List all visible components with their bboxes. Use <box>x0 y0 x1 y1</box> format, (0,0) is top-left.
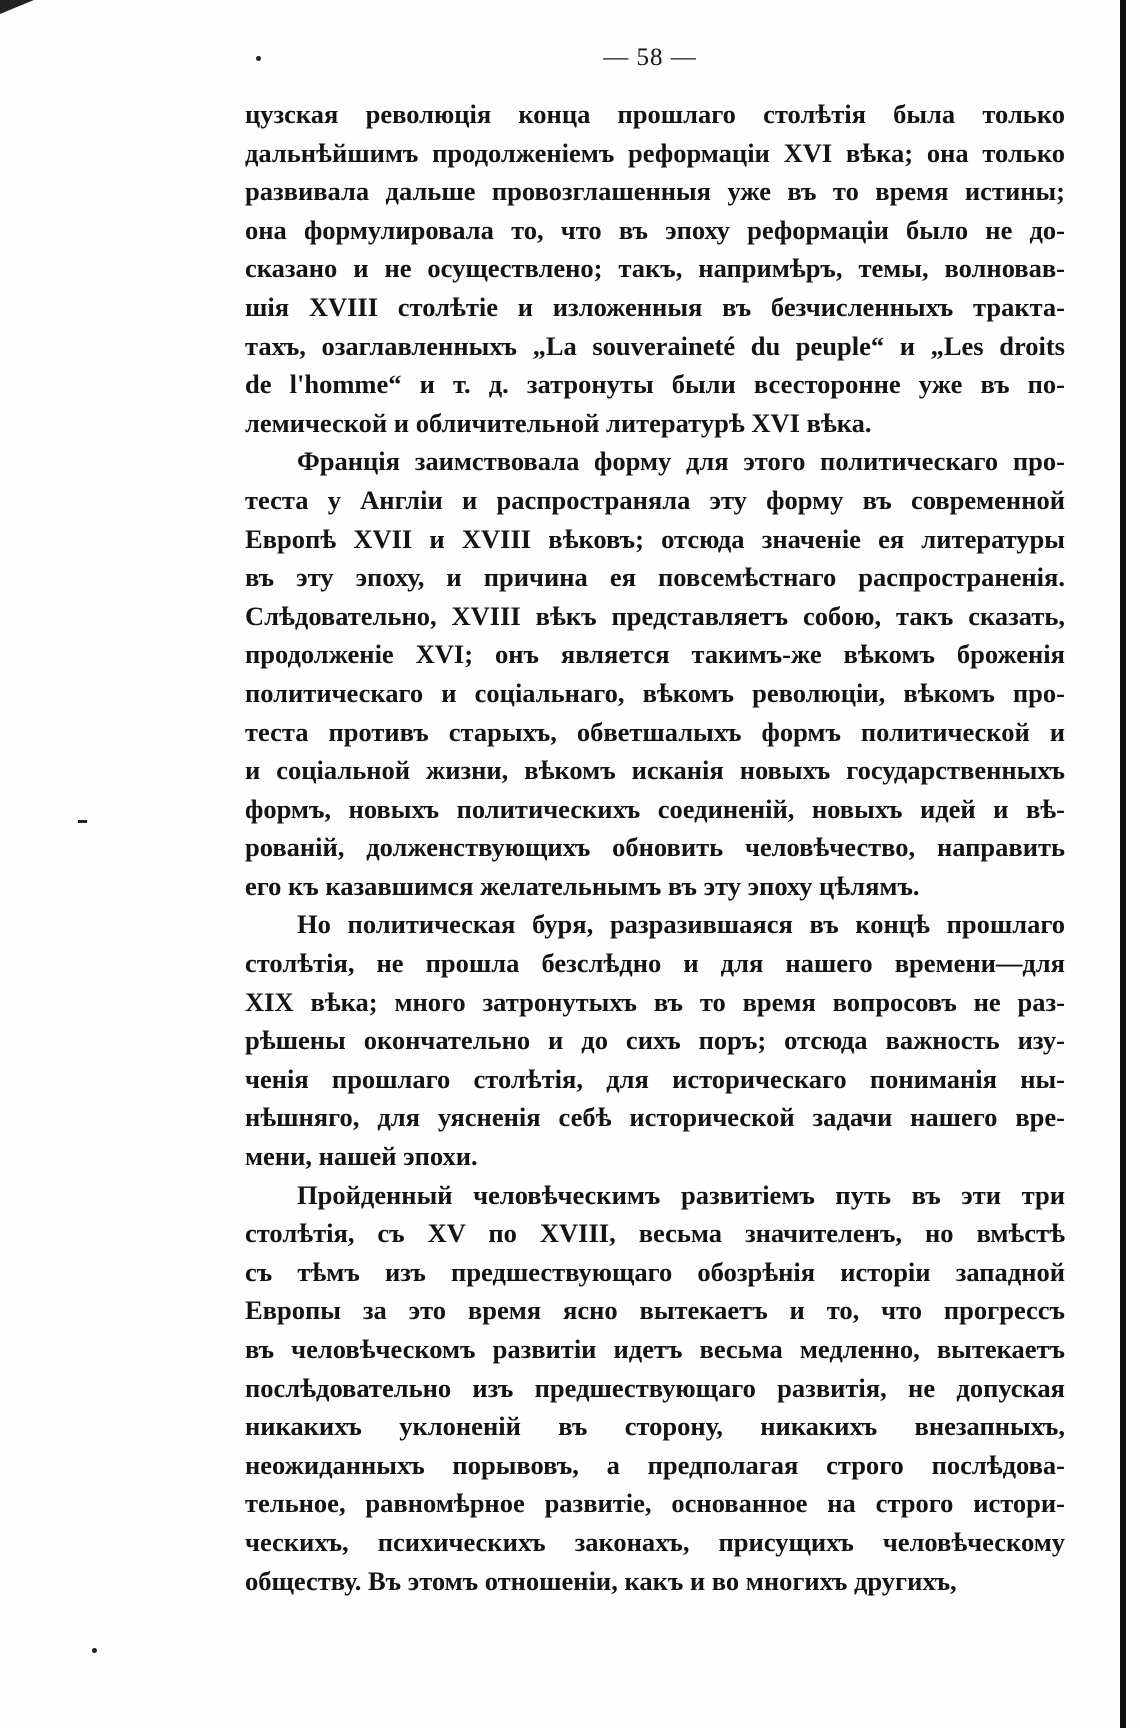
page-body <box>245 95 1065 1600</box>
text-line: Европы за это время ясно вытекаетъ и то, что прогрессъ <box>245 1295 1065 1326</box>
text-line: Европѣ XVII и XVIII вѣковъ; отсюда значеніе ея литературы <box>245 523 1065 554</box>
text-line: лемической и обличительной литературѣ XVI вѣка. <box>245 407 872 438</box>
text-line: неожиданныхъ порывовъ, а предполагая строго послѣдова- <box>245 1449 1065 1480</box>
text-line: Франція заимствовала форму для этого политическаго про- <box>297 446 1065 477</box>
text-line: развивала дальше провозглашенныя уже въ то время истины; <box>245 176 1065 207</box>
text-line: и соціальной жизни, вѣкомъ исканія новыхъ государственныхъ <box>245 755 1065 786</box>
scan-speck <box>78 820 87 823</box>
text-line: тельное, равномѣрное развитіе, основанное на строго истори- <box>245 1488 1065 1519</box>
text-line: никакихъ уклоненій въ сторону, никакихъ внезапныхъ, <box>245 1411 1065 1442</box>
text-line: рованій, долженствующихъ обновить человѣчество, направить <box>245 832 1065 863</box>
text-line: Слѣдовательно, XVIII вѣкъ представляетъ собою, такъ сказать, <box>245 600 1065 631</box>
text-line: теста у Англіи и распространяла эту форму въ современной <box>245 484 1065 515</box>
text-line: Пройденный человѣческимъ развитіемъ путь въ эти три <box>297 1179 1065 1210</box>
text-line: de l'homme“ и т. д. затронуты были всесторонне уже въ по- <box>245 369 1065 400</box>
text-line: шія XVIII столѣтіе и изложенныя въ безчисленныхъ тракта- <box>245 291 1065 322</box>
text-line: теста противъ старыхъ, обветшалыхъ формъ политической и <box>245 716 1065 747</box>
text-line: сказано и не осуществлено; такъ, напримѣръ, темы, волновав- <box>245 253 1065 284</box>
text-line: ческихъ, психическихъ законахъ, присущихъ человѣческому <box>245 1526 1065 1557</box>
text-line: продолженіе XVI; онъ является такимъ-же вѣкомъ броженія <box>245 639 1065 670</box>
text-line: рѣшены окончательно и до сихъ поръ; отсюда важность изу- <box>245 1025 1065 1056</box>
text-line: столѣтія, не прошла безслѣдно и для нашего времени—для <box>245 948 1065 979</box>
scan-edge-artifact <box>0 0 34 14</box>
text-line: она формулировала то, что въ эпоху реформаціи было не до- <box>245 214 1065 245</box>
text-line: цузская революція конца прошлаго столѣтія была только <box>245 99 1065 129</box>
text-line: ченія прошлаго столѣтія, для историческаго пониманія ны- <box>245 1063 1065 1094</box>
scan-edge-artifact <box>1120 0 1126 1728</box>
text-line: дальнѣйшимъ продолженіемъ реформаціи XVI вѣка; она только <box>245 137 1065 168</box>
text-line: мени, нашей эпохи. <box>245 1141 478 1172</box>
text-line: въ человѣческомъ развитіи идетъ весьма медленно, вытекаетъ <box>245 1334 1065 1364</box>
text-line: въ эту эпоху, и причина ея повсемѣстнаго распространенія. <box>245 562 1065 593</box>
text-line: обществу. Въ этомъ отношеніи, какъ и во многихъ другихъ, <box>245 1565 957 1596</box>
text-line: нѣшняго, для уясненія себѣ исторической задачи нашего вре- <box>245 1102 1065 1133</box>
text-line: политическаго и соціальнаго, вѣкомъ революціи, вѣкомъ про- <box>245 677 1065 708</box>
text-line: столѣтія, съ XV по XVIII, весьма значителенъ, но вмѣстѣ <box>245 1218 1065 1249</box>
text-line: съ тѣмъ изъ предшествующаго обозрѣнія исторіи западной <box>245 1256 1065 1287</box>
text-line: послѣдовательно изъ предшествующаго развитія, не допуская <box>245 1372 1065 1403</box>
page-number: — 58 — <box>603 44 697 71</box>
text-line: XIX вѣка; много затронутыхъ въ то время вопросовъ не раз- <box>245 986 1065 1017</box>
text-line: формъ, новыхъ политическихъ соединеній, новыхъ идей и вѣ- <box>245 793 1065 824</box>
scan-speck <box>92 1648 97 1653</box>
text-line: его къ казавшимся желательнымъ въ эту эпоху цѣлямъ. <box>245 870 920 901</box>
text-line: Но политическая буря, разразившаяся въ концѣ прошлаго <box>297 909 1065 940</box>
text-line: тахъ, озаглавленныхъ „La souveraineté du peuple“ и „Les droits <box>245 330 1065 361</box>
